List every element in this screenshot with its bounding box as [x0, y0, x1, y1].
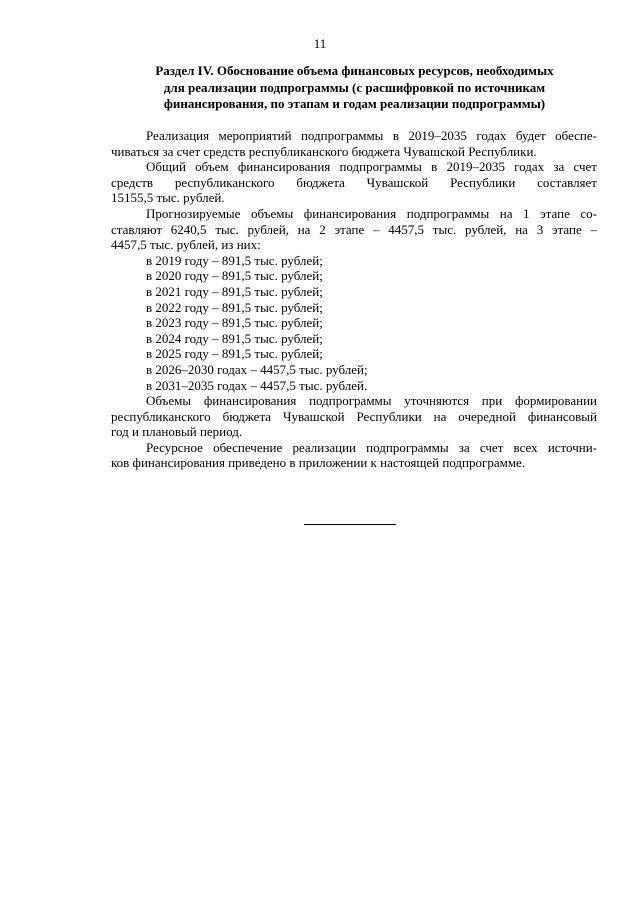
list-item: в 2022 году – 891,5 тыс. рублей;	[146, 299, 323, 315]
paragraph-line: чиваться за счет средств республиканского бюджета Чувашской Республики.	[111, 143, 537, 159]
list-item: в 2026–2030 годах – 4457,5 тыс. рублей;	[146, 361, 368, 377]
section-title-line: для реализации подпрограммы (с расшифровкой по источникам	[163, 79, 546, 95]
paragraph-implementation	[111, 128, 597, 159]
list-item: в 2020 году – 891,5 тыс. рублей;	[146, 268, 323, 284]
body-text	[111, 128, 597, 471]
yearly-funding-list	[111, 253, 597, 393]
paragraph-resource-provision	[111, 440, 597, 471]
list-item: в 2023 году – 891,5 тыс. рублей;	[146, 315, 323, 331]
page-number: 11	[313, 36, 327, 51]
paragraph-line: ставляют 6240,5 тыс. рублей, на 2 этапе – 4457,5 тыс. рублей, на 3 этапе –	[111, 221, 597, 237]
paragraph-line: Объемы финансирования подпрограммы уточняются при формировании	[146, 393, 597, 409]
paragraph-line: год и плановый период.	[111, 424, 243, 440]
list-item: в 2031–2035 годах – 4457,5 тыс. рублей.	[146, 377, 368, 393]
paragraph-forecast-funding	[111, 206, 597, 253]
paragraph-funding-clarification	[111, 393, 597, 440]
paragraph-line: республиканского бюджета Чувашской Республики на очередной финансовый	[111, 408, 597, 424]
list-item: в 2019 году – 891,5 тыс. рублей;	[146, 252, 323, 268]
paragraph-line: ков финансирования приведено в приложении к настоящей подпрограмме.	[111, 455, 526, 471]
paragraph-line: Ресурсное обеспечение реализации подпрограммы за счет всех источни-	[146, 439, 597, 455]
paragraph-line: 4457,5 тыс. рублей, из них:	[111, 237, 261, 253]
paragraph-line: 15155,5 тыс. рублей.	[111, 190, 225, 206]
end-separator-line	[304, 524, 396, 525]
paragraph-line: Реализация мероприятий подпрограммы в 2019–2035 годах будет обеспе-	[146, 128, 597, 143]
paragraph-line: Общий объем финансирования подпрограммы в 2019–2035 годах за счет	[146, 159, 597, 175]
list-item: в 2024 году – 891,5 тыс. рублей;	[146, 330, 323, 346]
section-title-line: Раздел IV. Обоснование объема финансовых ресурсов, необходимых	[155, 63, 554, 78]
list-item: в 2025 году – 891,5 тыс. рублей;	[146, 346, 323, 362]
paragraph-line: Прогнозируемые объемы финансирования подпрограммы на 1 этапе со-	[146, 205, 597, 221]
list-item: в 2021 году – 891,5 тыс. рублей;	[146, 283, 323, 299]
section-title	[112, 63, 597, 113]
paragraph-line: средств республиканского бюджета Чувашской Республики составляет	[111, 174, 597, 190]
paragraph-total-funding	[111, 159, 597, 206]
section-title-line: финансирования, по этапам и годам реализации подпрограммы)	[163, 96, 546, 111]
